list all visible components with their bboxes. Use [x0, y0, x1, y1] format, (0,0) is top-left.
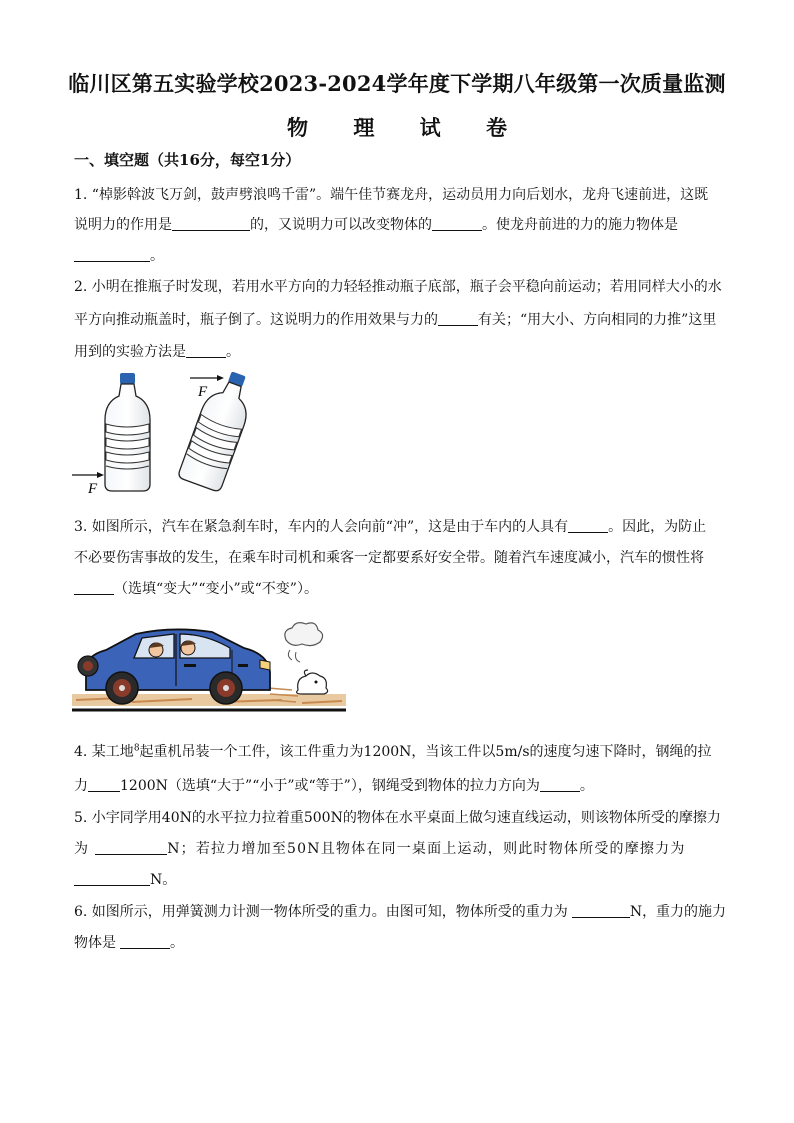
- car-braking-figure: [72, 620, 346, 716]
- section-heading: 一、填空题（共16分，每空1分）: [74, 151, 301, 169]
- q1-line-3: 。: [74, 245, 164, 265]
- q6-blank-2[interactable]: [120, 934, 170, 949]
- q6-line-2: 物体是 。: [74, 935, 184, 951]
- q6-line-1: 6. 如图所示，用弹簧测力计测一物体所受的重力。由图可知，物体所受的重力为 N，重力的施力: [74, 904, 727, 920]
- force-label-bottom: F: [88, 481, 98, 497]
- force-arrow-bottom: [72, 472, 104, 478]
- q4-blank-2[interactable]: [540, 777, 580, 792]
- q5-line-3: N。: [74, 869, 176, 889]
- bottles-figure: [66, 368, 266, 500]
- q3-line-1: 3. 如图所示，汽车在紧急刹车时，车内的人会向前“冲”，这是由于车内的人具有 。因此，为防止: [74, 519, 707, 535]
- q4-line-2: 力 1200N（选填“大于”“小于”或“等于”），钢绳受到物体的拉力方向为 。: [74, 778, 594, 794]
- q2-line-3: 用到的实验方法是 。: [74, 344, 240, 360]
- force-label-top: F: [198, 384, 208, 400]
- q3-blank-2[interactable]: [74, 580, 114, 595]
- q4-line-1: 4. 某工地$^8$起重机吊装一个工件，该工件重力为1200N，当该工件以5m/s的速度匀速下降时，钢绳的拉: [74, 743, 712, 760]
- q4-superscript-mark: 8: [133, 743, 140, 754]
- front-wheel: [210, 672, 242, 704]
- exam-subtitle: 物 理 试 卷: [287, 115, 507, 140]
- q1-line-1: 1. “棹影斡波飞万剑，鼓声劈浪鸣千雷”。端午佳节赛龙舟，运动员用力向后划水，龙舟飞速前进，这既: [74, 187, 709, 203]
- tilted-bottle: [177, 368, 260, 493]
- rear-wheel: [106, 672, 138, 704]
- upright-bottle: [105, 373, 150, 491]
- q5-line-1: 5. 小宇同学用40N的水平拉力拉着重500N的物体在水平桌面上做匀速直线运动，则该物体所受的摩擦力: [74, 810, 721, 826]
- force-arrow-top: [190, 375, 224, 381]
- q2-line-2: 平方向推动瓶盖时，瓶子倒了。这说明力的作用效果与力的 有关；“用大小、方向相同的力推”这里: [74, 312, 717, 328]
- q6-blank-1[interactable]: [572, 903, 630, 918]
- q2-blank-2[interactable]: [186, 343, 226, 358]
- q3-blank-1[interactable]: [568, 518, 608, 533]
- q2-line-1: 2. 小明在推瓶子时发现，若用水平方向的力轻轻推动瓶子底部，瓶子会平稳向前运动；若用同样大小的水: [74, 279, 722, 295]
- bottle-cap: [120, 373, 135, 384]
- q3-line-3: （选填“变大”“变小”或“不变”）。: [74, 578, 318, 598]
- exam-title: 临川区第五实验学校2023-2024学年度下学期八年级第一次质量监测: [68, 71, 726, 96]
- q1-blank-3[interactable]: [74, 247, 150, 262]
- q3-line-2: 不必要伤害事故的发生，在乘车时司机和乘客一定都要系好安全带。随着汽车速度减小，汽车的惯性将: [74, 550, 704, 566]
- q4-blank-1[interactable]: [88, 777, 120, 792]
- q1-blank-2[interactable]: [432, 216, 482, 231]
- q1-line-2: 说明力的作用是 的，又说明力可以改变物体的 。使龙舟前进的力的施力物体是: [74, 217, 678, 233]
- q2-blank-1[interactable]: [438, 311, 478, 326]
- q5-line-2: 为 N；若拉力增加至50N且物体在同一桌面上运动，则此时物体所受的摩擦力为: [74, 841, 686, 857]
- q1-blank-1[interactable]: [172, 216, 250, 231]
- q5-blank-2[interactable]: [74, 871, 150, 886]
- q5-blank-1[interactable]: [95, 840, 167, 855]
